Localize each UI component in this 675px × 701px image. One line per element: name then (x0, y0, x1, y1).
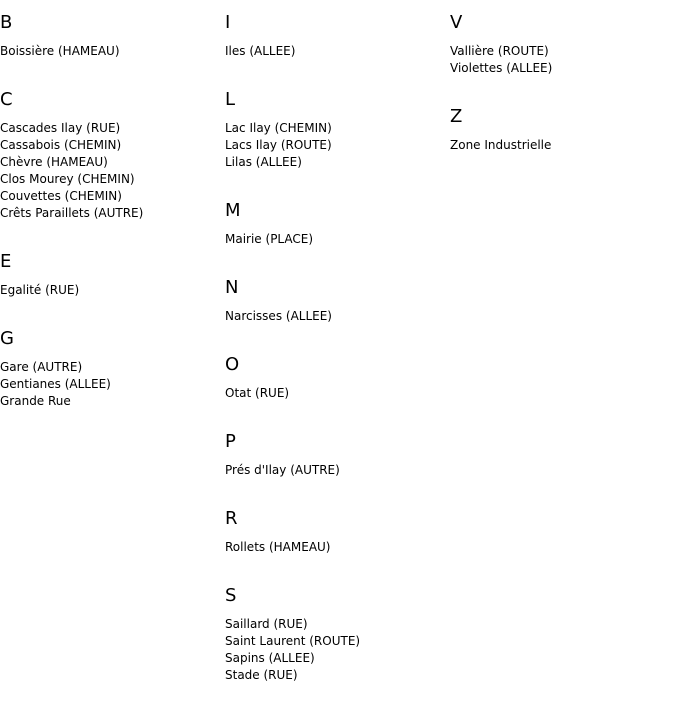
letter-group-m (225, 200, 450, 265)
street-list (225, 385, 450, 402)
group-spacer (450, 77, 675, 94)
letter-group-e (0, 251, 225, 316)
street-link[interactable]: Crêts Paraillets (AUTRE) (0, 206, 144, 220)
letter-group-r (225, 508, 450, 573)
letter-heading: P (225, 431, 236, 452)
street-list (225, 616, 450, 684)
letter-group-g (0, 328, 225, 427)
street-link[interactable]: Prés d'Ilay (AUTRE) (225, 463, 340, 477)
street-link[interactable]: Lac Ilay (CHEMIN) (225, 121, 332, 135)
letter-heading: Z (450, 106, 463, 127)
letter-group-c (0, 89, 225, 239)
street-link[interactable]: Sapins (ALLEE) (225, 651, 315, 665)
street-list (0, 43, 225, 60)
letter-heading: V (450, 12, 463, 33)
street-link[interactable]: Stade (RUE) (225, 668, 298, 682)
group-spacer (225, 556, 450, 573)
street-link[interactable]: Mairie (PLACE) (225, 232, 314, 246)
group-spacer (450, 154, 675, 171)
street-link[interactable]: Iles (ALLEE) (225, 44, 296, 58)
letter-group-o (225, 354, 450, 419)
street-index-column-3 (450, 0, 675, 171)
street-link[interactable]: Egalité (RUE) (0, 283, 80, 297)
street-link[interactable]: Grande Rue (0, 394, 71, 408)
street-index-column-2 (225, 0, 450, 701)
street-link[interactable]: Vallière (ROUTE) (450, 44, 549, 58)
group-spacer (225, 684, 450, 701)
street-index-column-1 (0, 0, 225, 427)
street-link[interactable]: Saillard (RUE) (225, 617, 308, 631)
street-link[interactable]: Lilas (ALLEE) (225, 155, 302, 169)
letter-group-l (225, 89, 450, 188)
letter-group-v (450, 12, 675, 94)
letter-heading: C (0, 89, 13, 110)
group-spacer (225, 60, 450, 77)
street-link[interactable]: Gentianes (ALLEE) (0, 377, 111, 391)
street-list (225, 308, 450, 325)
street-link[interactable]: Lacs Ilay (ROUTE) (225, 138, 332, 152)
street-list (225, 43, 450, 60)
group-spacer (225, 479, 450, 496)
letter-group-z (450, 106, 675, 171)
letter-heading: I (225, 12, 231, 33)
letter-heading: M (225, 200, 241, 221)
letter-heading: R (225, 508, 238, 529)
street-link[interactable]: Gare (AUTRE) (0, 360, 83, 374)
group-spacer (225, 248, 450, 265)
street-link[interactable]: Couvettes (CHEMIN) (0, 189, 122, 203)
street-link[interactable]: Narcisses (ALLEE) (225, 309, 332, 323)
group-spacer (225, 171, 450, 188)
group-spacer (225, 402, 450, 419)
street-link[interactable]: Clos Mourey (CHEMIN) (0, 172, 135, 186)
street-list (0, 120, 225, 222)
letter-group-p (225, 431, 450, 496)
street-list (225, 231, 450, 248)
street-link[interactable]: Zone Industrielle (450, 138, 552, 152)
letter-group-i (225, 12, 450, 77)
street-list (225, 539, 450, 556)
street-list (450, 137, 675, 154)
street-link[interactable]: Otat (RUE) (225, 386, 290, 400)
street-link[interactable]: Boissière (HAMEAU) (0, 44, 120, 58)
letter-heading: L (225, 89, 236, 110)
street-link[interactable]: Saint Laurent (ROUTE) (225, 634, 361, 648)
letter-heading: G (0, 328, 14, 349)
street-list (0, 282, 225, 299)
street-link[interactable]: Violettes (ALLEE) (450, 61, 553, 75)
group-spacer (225, 325, 450, 342)
street-list (225, 462, 450, 479)
street-link[interactable]: Cascades Ilay (RUE) (0, 121, 121, 135)
letter-heading: S (225, 585, 237, 606)
letter-group-n (225, 277, 450, 342)
letter-heading: N (225, 277, 239, 298)
letter-heading: O (225, 354, 240, 375)
group-spacer (0, 222, 225, 239)
letter-group-b (0, 12, 225, 77)
group-spacer (0, 410, 225, 427)
letter-heading: B (0, 12, 13, 33)
street-link[interactable]: Chèvre (HAMEAU) (0, 155, 108, 169)
street-list (0, 359, 225, 410)
street-list (225, 120, 450, 171)
street-list (450, 43, 675, 77)
letter-heading: E (0, 251, 12, 272)
letter-group-s (225, 585, 450, 701)
street-link[interactable]: Cassabois (CHEMIN) (0, 138, 122, 152)
street-link[interactable]: Rollets (HAMEAU) (225, 540, 331, 554)
group-spacer (0, 299, 225, 316)
group-spacer (0, 60, 225, 77)
